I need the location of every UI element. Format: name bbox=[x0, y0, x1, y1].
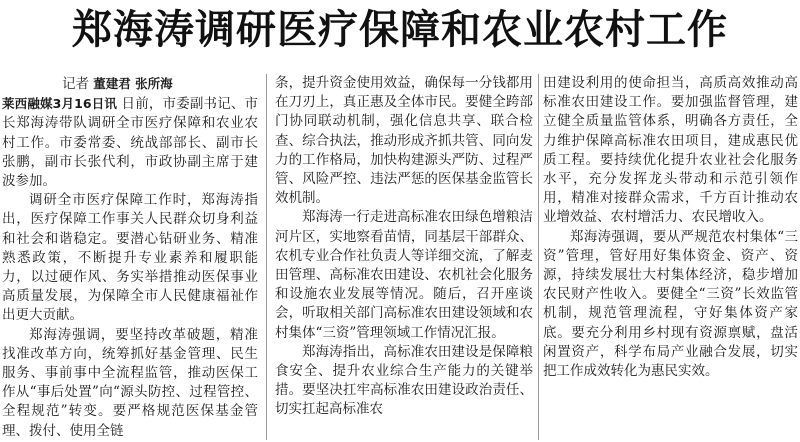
paragraph: 郑海涛一行走进高标准农田绿色增粮洁河片区，实地察看苗情，同基层干部群众、农机专业合作社负责人等详细交流，了解麦田管理、高标准农田建设、农机社会化服务和设施农业发展等情况。随后，召开座谈会，听取相关部门高标准农田建设领域和农村集体“三资”管理领域工作情况汇报。 bbox=[275, 209, 533, 341]
byline-label: 记者 bbox=[62, 76, 89, 92]
byline-names: 董建君 张所海 bbox=[93, 76, 173, 91]
column-2 bbox=[275, 74, 533, 442]
paragraph-continued: 条，提升资金使用效益，确保每一分钱都用在刀刃上，真正惠及全体市民。要健全跨部门协同联动机制，强化信息共享、联合检查、综合执法，推动形成齐抓共管、同向发力的工作格局，加快构建源头严防、过程严管、风险严控、违法严惩的医保基金监管长效机制。 bbox=[275, 75, 533, 207]
paragraph: 郑海涛指出，高标准农田建设是保障粮食安全、提升农业综合生产能力的关键举措。要坚决扛牢高标准农田建设政治责任、切实扛起高标准农 bbox=[275, 343, 533, 418]
column-divider bbox=[266, 74, 267, 440]
byline bbox=[2, 74, 258, 94]
headline: 郑海涛调研医疗保障和农业农村工作 bbox=[72, 7, 728, 53]
paragraph: 郑海涛强调，要从严规范农村集体“三资”管理，管好用好集体资金、资产、资源，持续发展壮大村集体经济，稳步增加农民财产性收入。要健全“三资”长效监管机制，规范管理流程，守好集体资产家底。要充分利用乡村现有资源禀赋，盘活闲置资产，科学布局产业融合发展，切实把工作成效转化为惠民实效。 bbox=[543, 228, 798, 380]
paragraph-lead bbox=[2, 94, 258, 191]
paragraph: 郑海涛强调，要坚持改革破题，精准找准改革方向，统筹抓好基金管理、民生服务、事前事中全流程监管，推动医保工作从“事后处置”向“源头防控、过程管控、全程规范”转变。要严格规范医保基金管理、拨付、使用全链 bbox=[2, 326, 258, 439]
paragraph: 调研全市医疗保障工作时，郑海涛指出，医疗保障工作事关人民群众切身利益和社会和谐稳定。要潜心钻研业务、精准熟悉政策，不断提升专业素养和履职能力，以过硬作风、务实举措推动医保事业高质量发展，为保障全市人民健康福祉作出更大贡献。 bbox=[2, 192, 258, 324]
paragraph-continued: 田建设利用的使命担当，高质高效推动高标准农田建设工作。要加强监督管理，建立健全质量监管体系，明确各方责任，全力维护保障高标准农田项目，建成惠民优质工程。要持续优化提升农业社会化服务水平，充分发挥龙头带动和示范引领作用，精准对接群众需求，千方百计推动农业增效益、农村增活力、农民增收入。 bbox=[543, 75, 798, 226]
paragraph-lead-text: 日前，市委副书记、市长郑海涛带队调研全市医疗保障和农业农村工作。市委常委、统战部部长、副市长张鹏，副市长张代利，市政协副主席于建波参加。 bbox=[2, 96, 258, 190]
column-divider bbox=[538, 74, 539, 440]
column-1 bbox=[2, 74, 258, 442]
dateline: 莱西融媒3月16日讯 bbox=[2, 96, 118, 112]
column-3 bbox=[543, 74, 798, 442]
